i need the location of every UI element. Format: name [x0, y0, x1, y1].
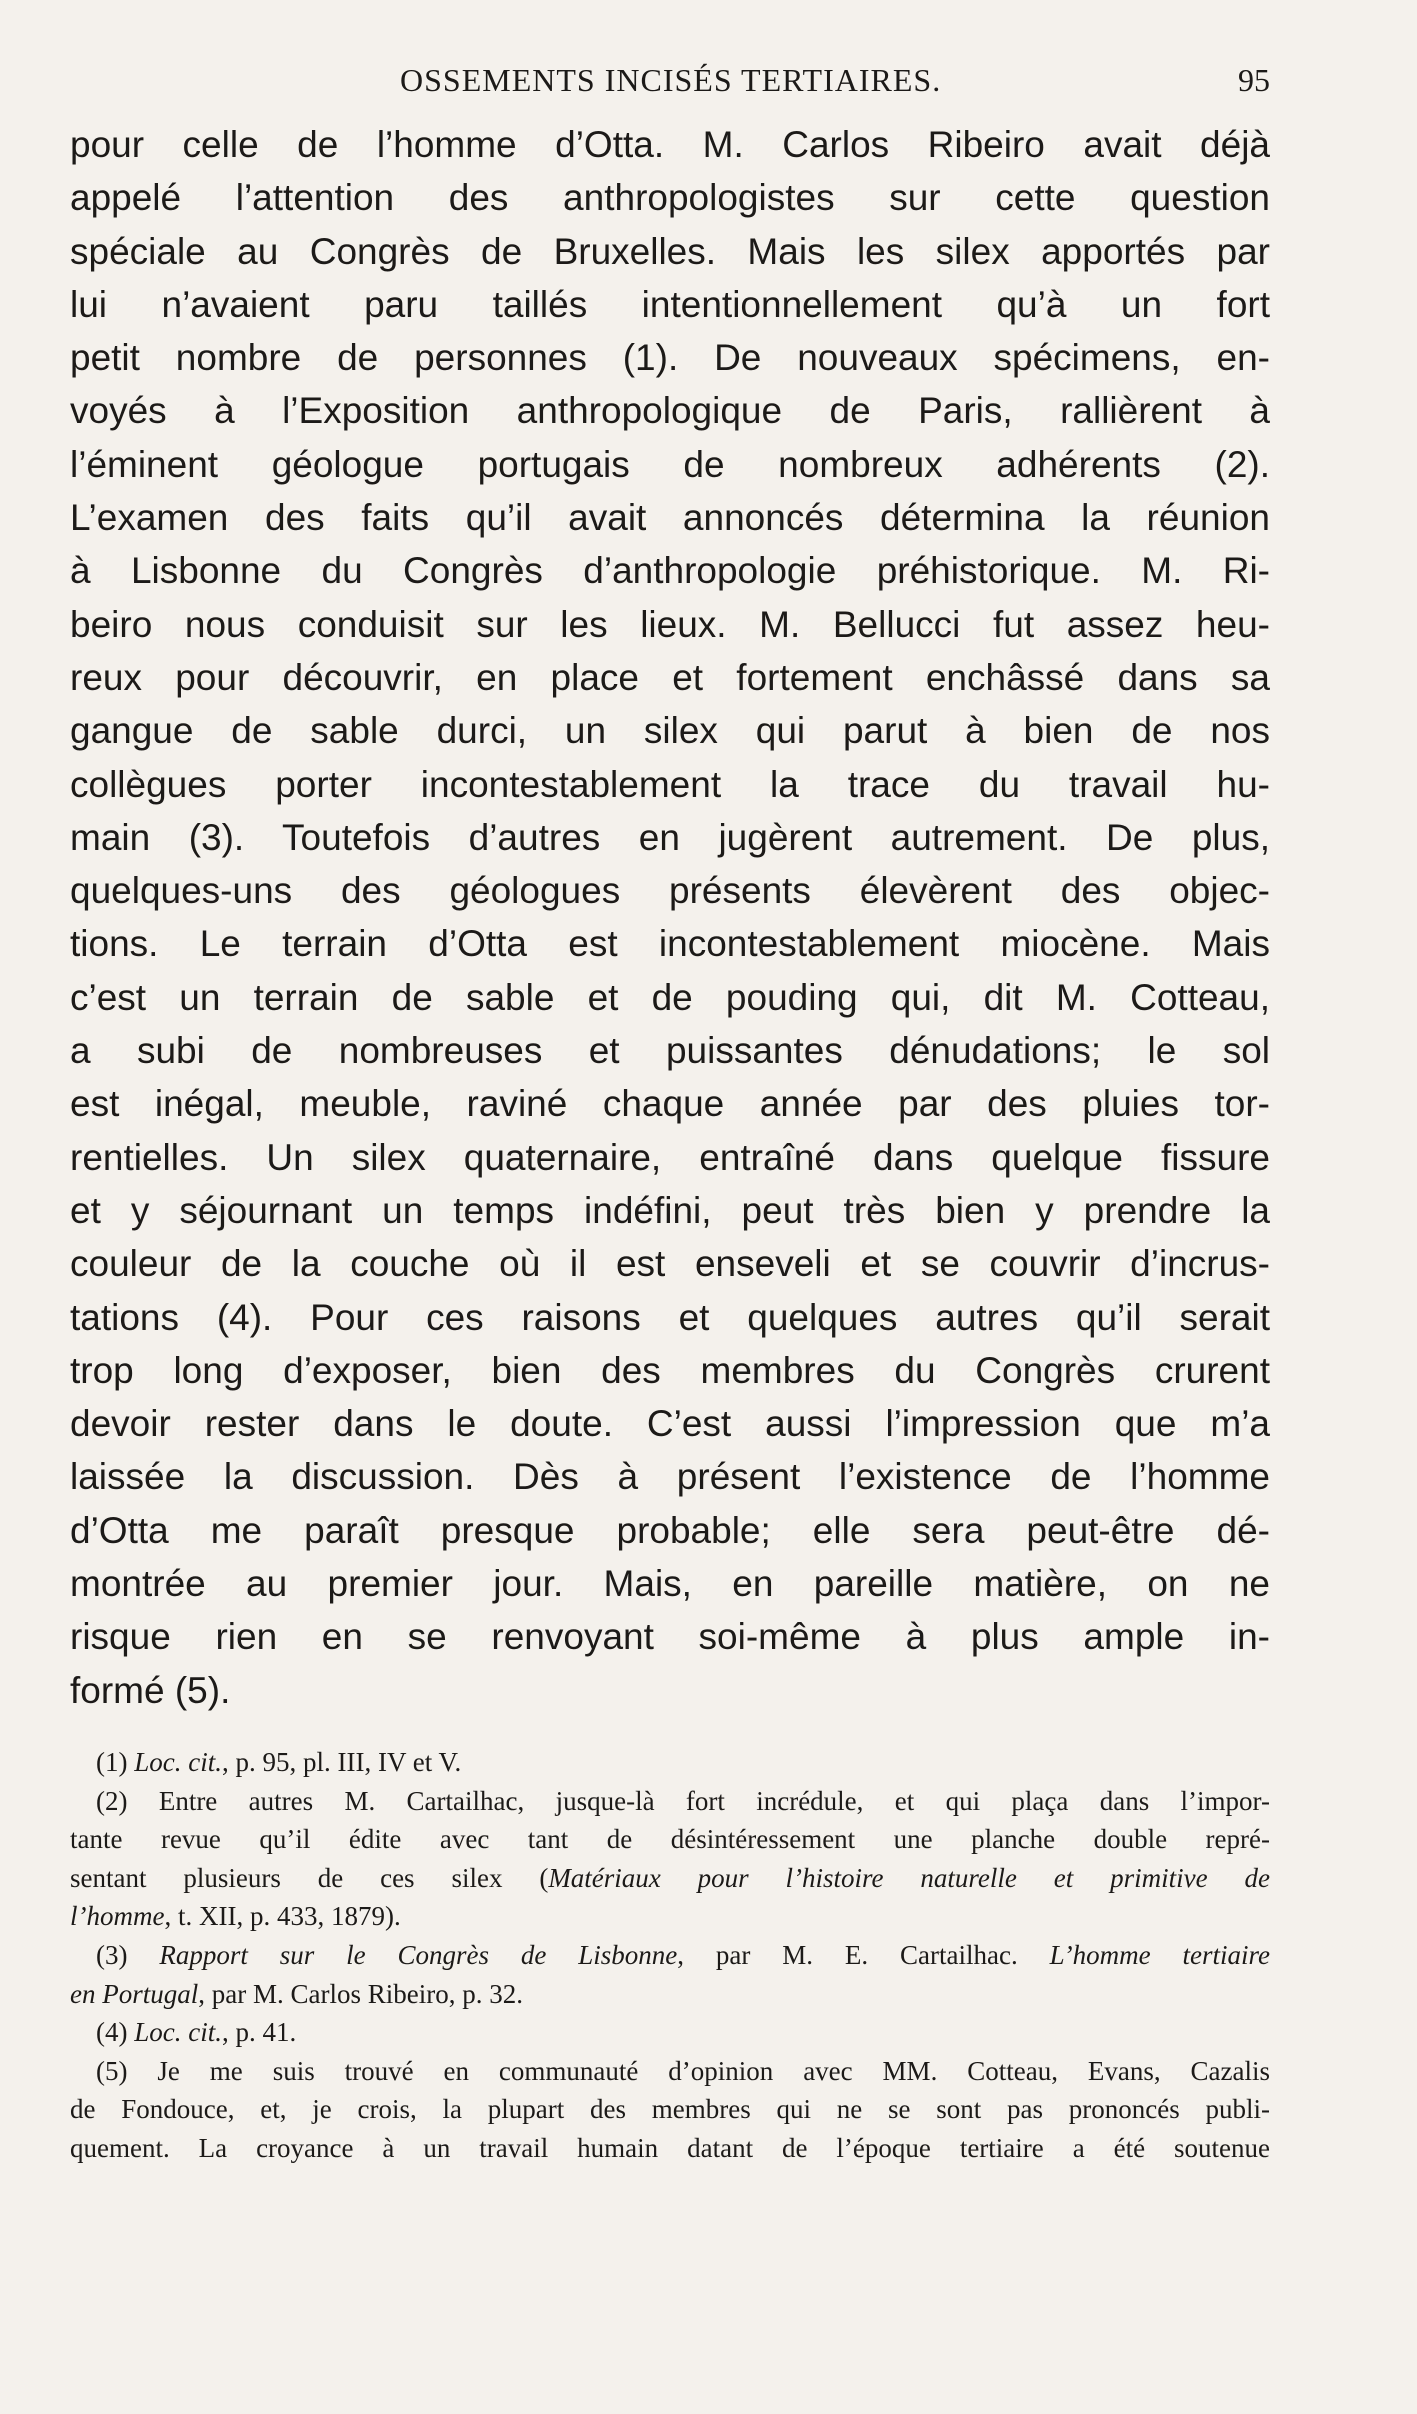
text-line: trop long d’exposer, bien des membres du Congrès crurent — [70, 1349, 1270, 1391]
footnote-mark: (3) — [96, 1939, 128, 1970]
text-line: laissée la discussion. Dès à présent l’existence de l’homme — [70, 1456, 1270, 1498]
footnotes — [70, 1743, 1270, 2168]
text-line: à Lisbonne du Congrès d’anthropologie préhistorique. M. Ri- — [70, 550, 1270, 592]
footnote-2-line — [70, 1897, 1270, 1936]
text-line: tations (4). Pour ces raisons et quelques autres qu’il serait — [70, 1296, 1270, 1338]
footnote-book-title: Matériaux pour l’histoire naturelle et primitive de — [548, 1862, 1270, 1893]
footnote-text: sentant plusieurs de ces silex ( — [70, 1862, 549, 1893]
text-line: tions. Le terrain d’Otta est incontestablement miocène. Mais — [70, 923, 1270, 965]
text-line: montrée au premier jour. Mais, en pareille matière, on ne — [70, 1563, 1270, 1605]
footnote-mark: (1) — [96, 1747, 128, 1777]
text-line: risque rien en se renvoyant soi-même à plus ample in- — [70, 1616, 1270, 1658]
text-line: beiro nous conduisit sur les lieux. M. Bellucci fut assez heu- — [70, 603, 1270, 645]
text-line: formé (5). — [70, 1669, 231, 1711]
footnote-text: , p. 95, pl. III, IV et V. — [221, 1747, 462, 1777]
text-line: l’éminent géologue portugais de nombreux adhérents (2). — [70, 443, 1270, 485]
footnote-3-line — [70, 1975, 1270, 2014]
footnote-book-title: L’homme tertiaire — [1049, 1939, 1270, 1970]
text-line: spéciale au Congrès de Bruxelles. Mais les silex apportés par — [70, 230, 1270, 272]
text-line: petit nombre de personnes (1). De nouveaux spécimens, en- — [70, 337, 1270, 379]
footnote-2-line — [70, 1859, 1270, 1898]
footnote-citation: Loc. cit. — [134, 1747, 222, 1777]
footnote-5-line: (5) Je me suis trouvé en communauté d’opinion avec MM. Cotteau, Evans, Cazalis — [96, 2055, 1270, 2086]
footnote-book-title: Rapport sur le Congrès de Lisbonne — [159, 1939, 678, 1970]
text-line: et y séjournant un temps indéfini, peut très bien y prendre la — [70, 1189, 1270, 1231]
text-line: quelques-uns des géologues présents élevèrent des objec- — [70, 870, 1270, 912]
footnote-4 — [70, 2013, 1270, 2052]
footnote-text: , p. 41. — [221, 2017, 297, 2048]
footnote-book-title: l’homme — [70, 1901, 165, 1932]
text-line: appelé l’attention des anthropologistes sur cette question — [70, 177, 1270, 219]
main-text — [70, 118, 1270, 1717]
text-line: a subi de nombreuses et puissantes dénudations; le sol — [70, 1030, 1270, 1072]
footnote-text: , par M. Carlos Ribeiro, p. 32. — [198, 1978, 523, 2009]
footnote-book-title: en Portugal — [70, 1978, 199, 2009]
text-line: c’est un terrain de sable et de pouding qui, dit M. Cotteau, — [70, 976, 1270, 1018]
footnote-2-line: tante revue qu’il édite avec tant de désintéressement une planche double repré- — [70, 1824, 1270, 1855]
text-line: est inégal, meuble, raviné chaque année par des pluies tor- — [70, 1083, 1270, 1125]
text-line: rentielles. Un silex quaternaire, entraîné dans quelque fissure — [70, 1136, 1270, 1178]
text-line: couleur de la couche où il est enseveli et se couvrir d’incrus- — [70, 1243, 1270, 1285]
text-line: reux pour découvrir, en place et fortement enchâssé dans sa — [70, 656, 1270, 698]
text-line: gangue de sable durci, un silex qui parut à bien de nos — [70, 710, 1270, 752]
page-header — [70, 58, 1270, 108]
footnote-3-line — [70, 1936, 1270, 1975]
text-line: lui n’avaient paru taillés intentionnellement qu’à un fort — [70, 283, 1270, 325]
footnote-citation: Loc. cit. — [134, 2017, 222, 2048]
text-line: voyés à l’Exposition anthropologique de Paris, rallièrent à — [70, 390, 1270, 432]
footnote-2-line: (2) Entre autres M. Cartailhac, jusque-là fort incrédule, et qui plaça dans l’impor- — [96, 1785, 1270, 1816]
page-number: 95 — [1238, 62, 1270, 98]
footnote-mark: (4) — [96, 2017, 128, 2048]
text-line: main (3). Toutefois d’autres en jugèrent autrement. De plus, — [70, 816, 1270, 858]
running-title: OSSEMENTS INCISÉS TERTIAIRES. — [400, 62, 942, 98]
text-line: d’Otta me paraît presque probable; elle sera peut-être dé- — [70, 1509, 1270, 1551]
footnote-text: , t. XII, p. 433, 1879). — [164, 1901, 401, 1932]
text-line: devoir rester dans le doute. C’est aussi l’impression que m’a — [70, 1403, 1270, 1445]
text-line: collègues porter incontestablement la trace du travail hu- — [70, 763, 1270, 805]
footnote-text: , par M. E. Cartailhac. — [677, 1939, 1018, 1970]
footnote-5-line: de Fondouce, et, je crois, la plupart des membres qui ne se sont pas prononcés publi- — [70, 2094, 1270, 2125]
text-line: pour celle de l’homme d’Otta. M. Carlos Ribeiro avait déjà — [70, 124, 1270, 165]
text-line: L’examen des faits qu’il avait annoncés détermina la réunion — [70, 497, 1270, 539]
footnote-1 — [70, 1743, 1270, 1782]
footnote-5-line: quement. La croyance à un travail humain datant de l’époque tertiaire a été soutenue — [70, 2132, 1270, 2163]
